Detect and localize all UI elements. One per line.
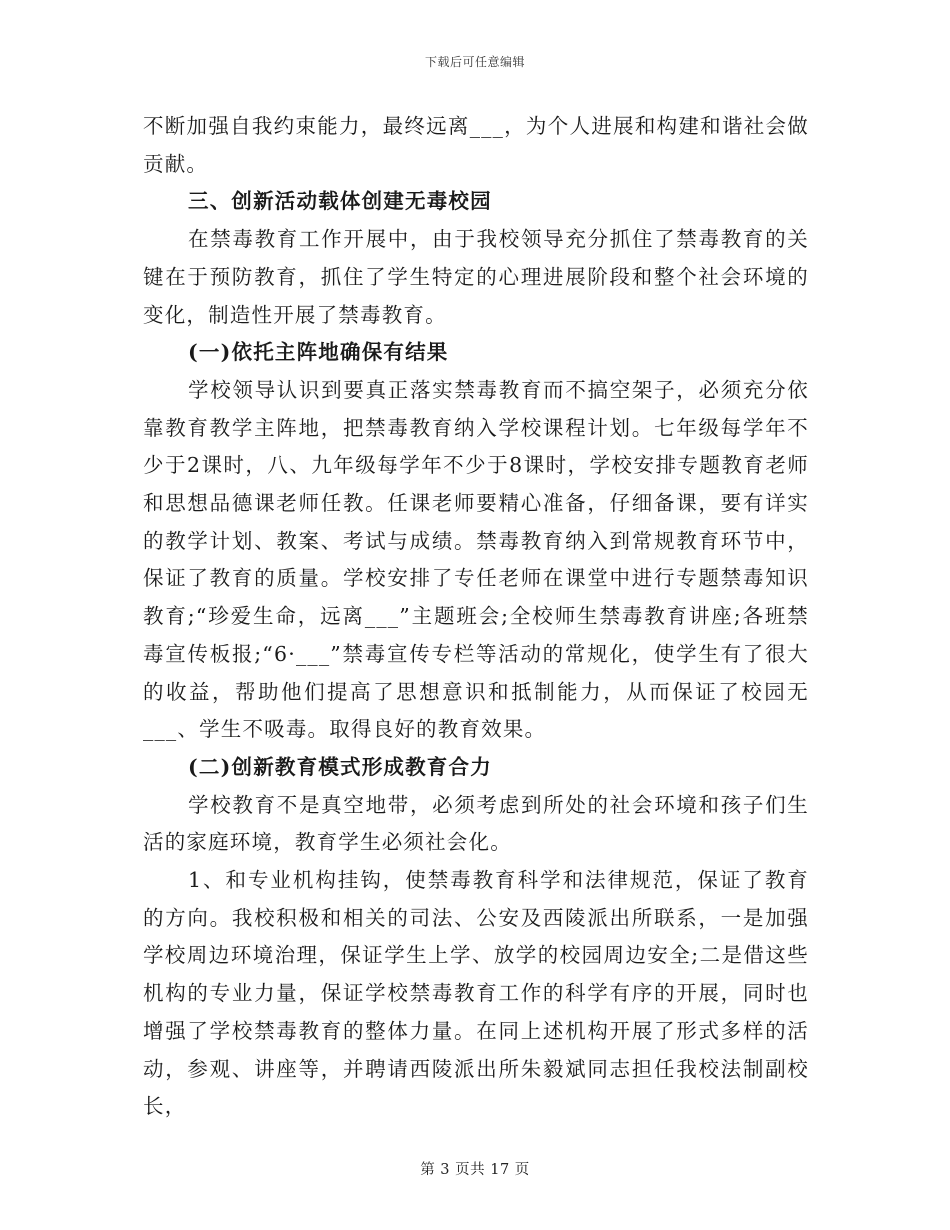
section-heading-three: 三、创新活动载体创建无毒校园 [188,189,492,214]
subheading-one: (一)依托主阵地确保有结果 [188,340,449,365]
document-body [143,108,809,1126]
paragraph-intro: 在禁毒教育工作开展中，由于我校领导充分抓住了禁毒教育的关键在于预防教育，抓住了学生特定的心理进展阶段和整个社会环境的变化，制造性开展了禁毒教育。 [143,227,809,327]
page-header-note: 下载后可任意编辑 [424,55,525,69]
paragraph-continuation: 不断加强自我约束能力，最终远离___，为个人进展和构建和谐社会做贡献。 [143,114,809,176]
paragraph-social-environment: 学校教育不是真空地带，必须考虑到所处的社会环境和孩子们生活的家庭环境，教育学生必须社会化。 [143,792,809,855]
page-number-footer: 第 3 页共 17 页 [420,1162,530,1178]
subheading-two: (二)创新教育模式形成教育合力 [188,754,492,779]
paragraph-professional-agencies: 1、和专业机构挂钩，使禁毒教育科学和法律规范，保证了教育的方向。我校积极和相关的司法、公安及西陵派出所联系，一是加强学校周边环境治理，保证学生上学、放学的校园周边安全;二是借这些机构的专业力量，保证学校禁毒教育工作的科学有序的开展，同时也增强了学校禁毒教育的整体力量。在同上述机构开展了形式多样的活动，参观、讲座等，并聘请西陵派出所朱毅斌同志担任我校法制副校长， [143,868,809,1119]
paragraph-main-position: 学校领导认识到要真正落实禁毒教育而不搞空架子，必须充分依靠教育教学主阵地，把禁毒教育纳入学校课程计划。七年级每学年不少于2课时，八、九年级每学年不少于8课时，学校安排专题教育老师和思想品德课老师任教。任课老师要精心准备，仔细备课，要有详实的教学计划、教案、考试与成绩。禁毒教育纳入到常规教育环节中，保证了教育的质量。学校安排了专任老师在课堂中进行专题禁毒知识教育;“珍爱生命，远离___”主题班会;全校师生禁毒教育讲座;各班禁毒宣传板报;“6·___”禁毒宣传专栏等活动的常规化，使学生有了很大的收益，帮助他们提高了思想意识和抵制能力，从而保证了校园无___、学生不吸毒。取得良好的教育效果。 [143,377,809,742]
